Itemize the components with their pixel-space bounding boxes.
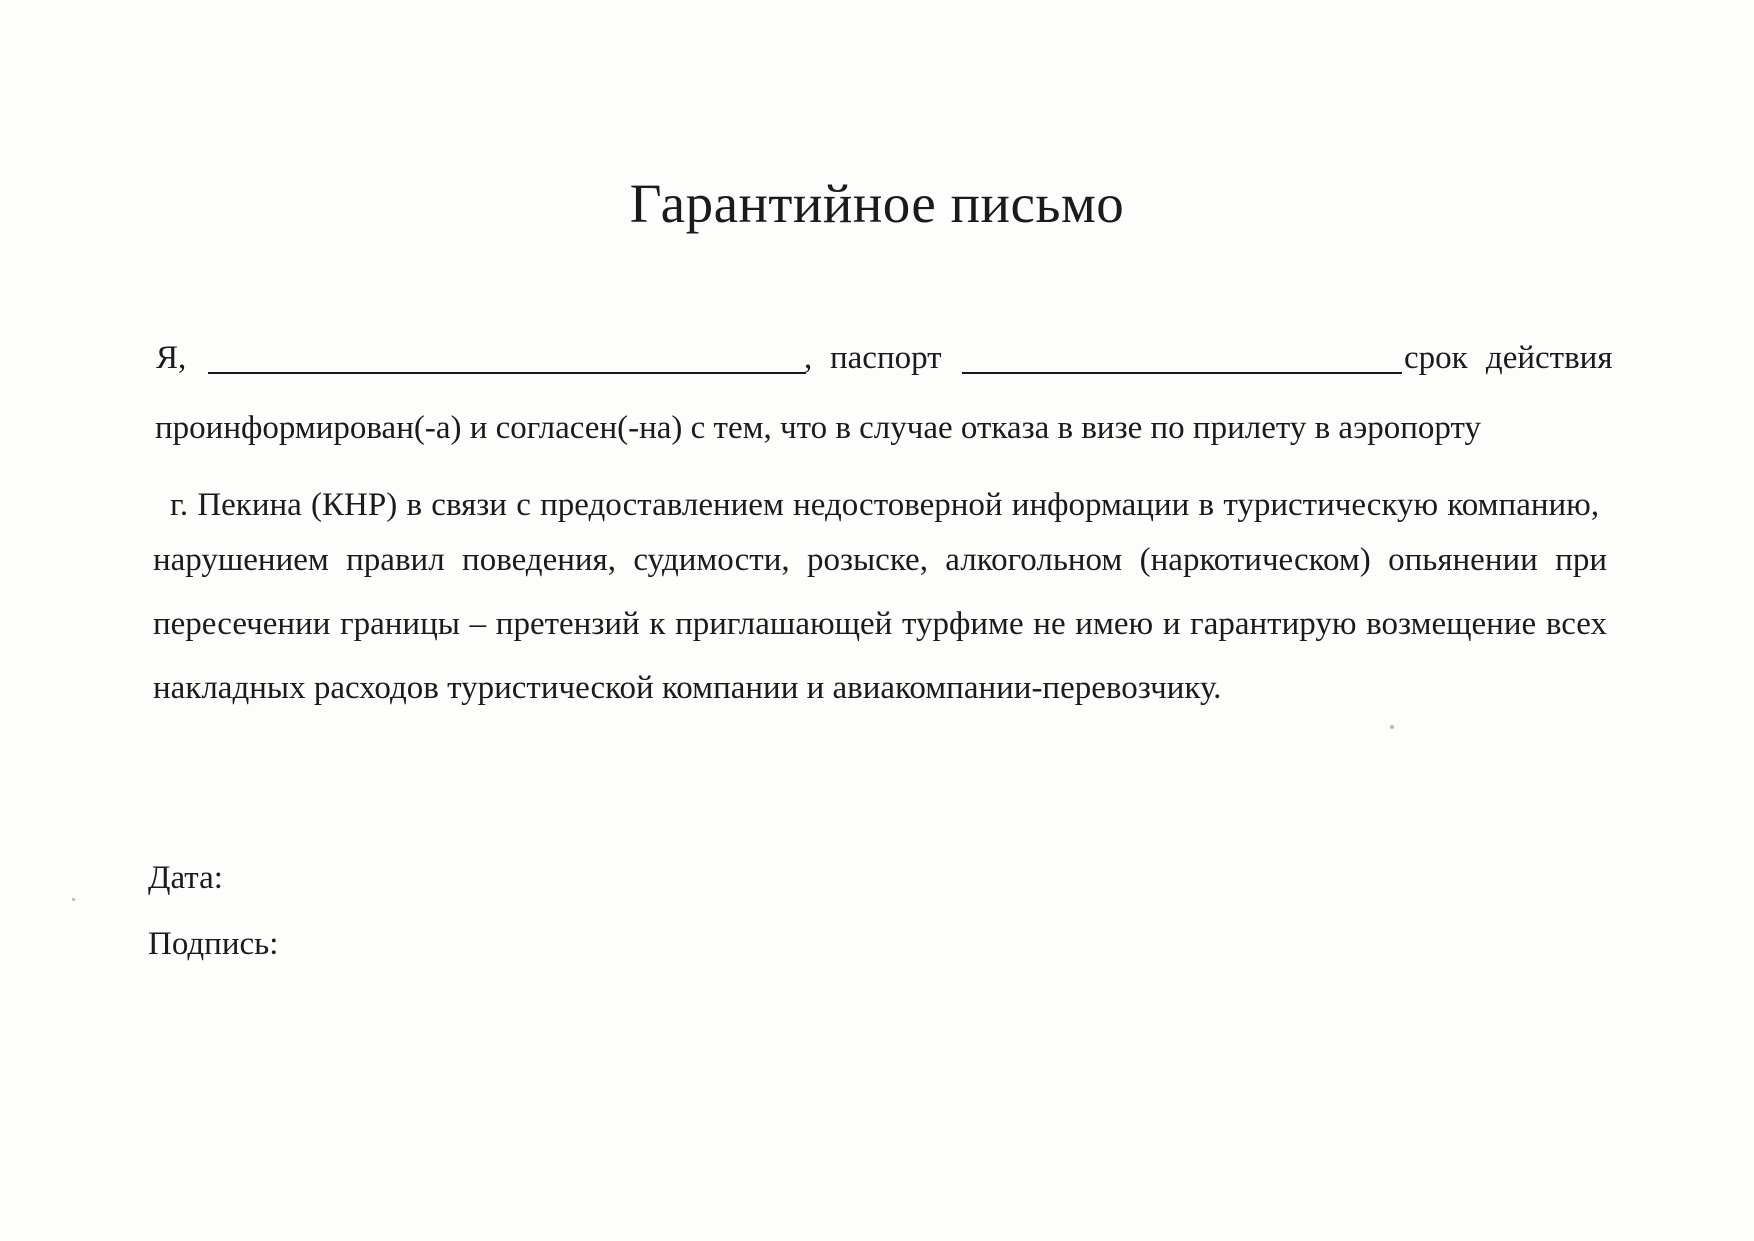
comma-text: , bbox=[804, 340, 813, 376]
body-line-1: проинформирован(-а) и согласен(-на) с тем, что в случае отказа в визе по прилету в аэропорту bbox=[155, 410, 1481, 446]
body-line-2: г. Пекина (КНР) в связи с предоставлением недостоверной информации в туристическую компанию, bbox=[170, 487, 1600, 523]
body-line-3: нарушением правил поведения, судимости, розыске, алкогольном (наркотическом) опьянении при bbox=[153, 542, 1607, 578]
validity-label: срок действия bbox=[1404, 340, 1613, 376]
passport-label: паспорт bbox=[830, 340, 942, 376]
body-line-4: пересечении границы – претензий к приглашающей турфиме не имею и гарантирую возмещение всех bbox=[153, 606, 1607, 642]
scan-speck bbox=[72, 898, 75, 901]
passport-number-blank[interactable] bbox=[962, 344, 1402, 374]
document-title: Гарантийное письмо bbox=[629, 173, 1125, 234]
pronoun-text: Я, bbox=[156, 340, 187, 376]
signature-label: Подпись: bbox=[148, 926, 279, 962]
date-label: Дата: bbox=[148, 860, 223, 896]
scan-speck bbox=[1390, 725, 1394, 729]
full-name-blank[interactable] bbox=[208, 344, 806, 374]
body-line-5: накладных расходов туристической компании и авиакомпании-перевозчику. bbox=[153, 670, 1222, 706]
